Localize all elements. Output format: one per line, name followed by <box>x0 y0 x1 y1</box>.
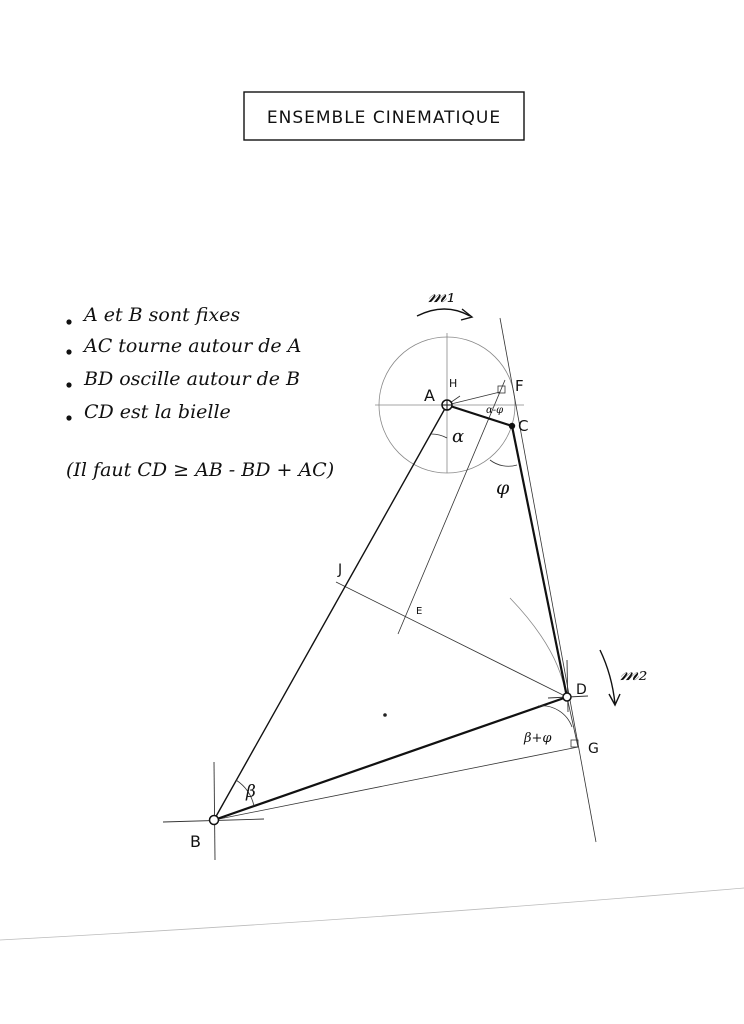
line-d-g <box>567 697 578 747</box>
page-edge-line <box>0 888 744 940</box>
ink-speck <box>383 713 387 717</box>
label-m1: 𝓂₁ <box>428 283 456 308</box>
pivot-a <box>442 400 452 410</box>
label-alpha-minus-phi: α-φ <box>486 405 504 416</box>
page-title: ENSEMBLE CINEMATIQUE <box>266 108 502 128</box>
pivot-b <box>163 762 264 860</box>
arc-alpha <box>431 434 447 438</box>
note-3: BD oscille autour de B <box>84 368 300 390</box>
pivot-c <box>509 423 515 429</box>
line-a-f <box>447 392 500 405</box>
label-point-h: H <box>449 377 458 390</box>
label-point-c: C <box>518 417 529 435</box>
line-through-c <box>500 318 596 842</box>
label-phi: φ <box>496 477 510 499</box>
note-1: A et B sont fixes <box>84 304 241 326</box>
label-m2: 𝓂₂ <box>620 661 648 686</box>
link-bd-rocker <box>214 697 567 820</box>
label-beta: β <box>246 782 256 802</box>
label-point-d: D <box>576 682 587 698</box>
label-point-e: E <box>416 606 423 617</box>
rotation-arrow-m1 <box>417 309 470 316</box>
arc-phi <box>490 460 517 466</box>
link-cd-rod <box>512 426 567 697</box>
arc-beta-plus-phi <box>538 706 572 727</box>
note-4: CD est la bielle <box>84 401 231 423</box>
notes-list <box>66 304 334 481</box>
label-point-b: B <box>190 832 201 851</box>
label-alpha: α <box>452 426 465 447</box>
line-b-g <box>214 747 578 820</box>
line-je-d <box>336 582 567 697</box>
label-point-j: J <box>338 562 343 578</box>
label-point-a: A <box>424 386 435 405</box>
label-point-f: F <box>515 377 524 395</box>
note-2: AC tourne autour de A <box>84 335 302 357</box>
title-box <box>244 92 524 140</box>
rotation-arrow-m2 <box>600 650 615 704</box>
label-point-g: G <box>588 741 599 757</box>
condition-note: (Il faut CD ≥ AB - BD + AC) <box>66 459 335 481</box>
label-beta-plus-phi: β+φ <box>524 731 552 746</box>
